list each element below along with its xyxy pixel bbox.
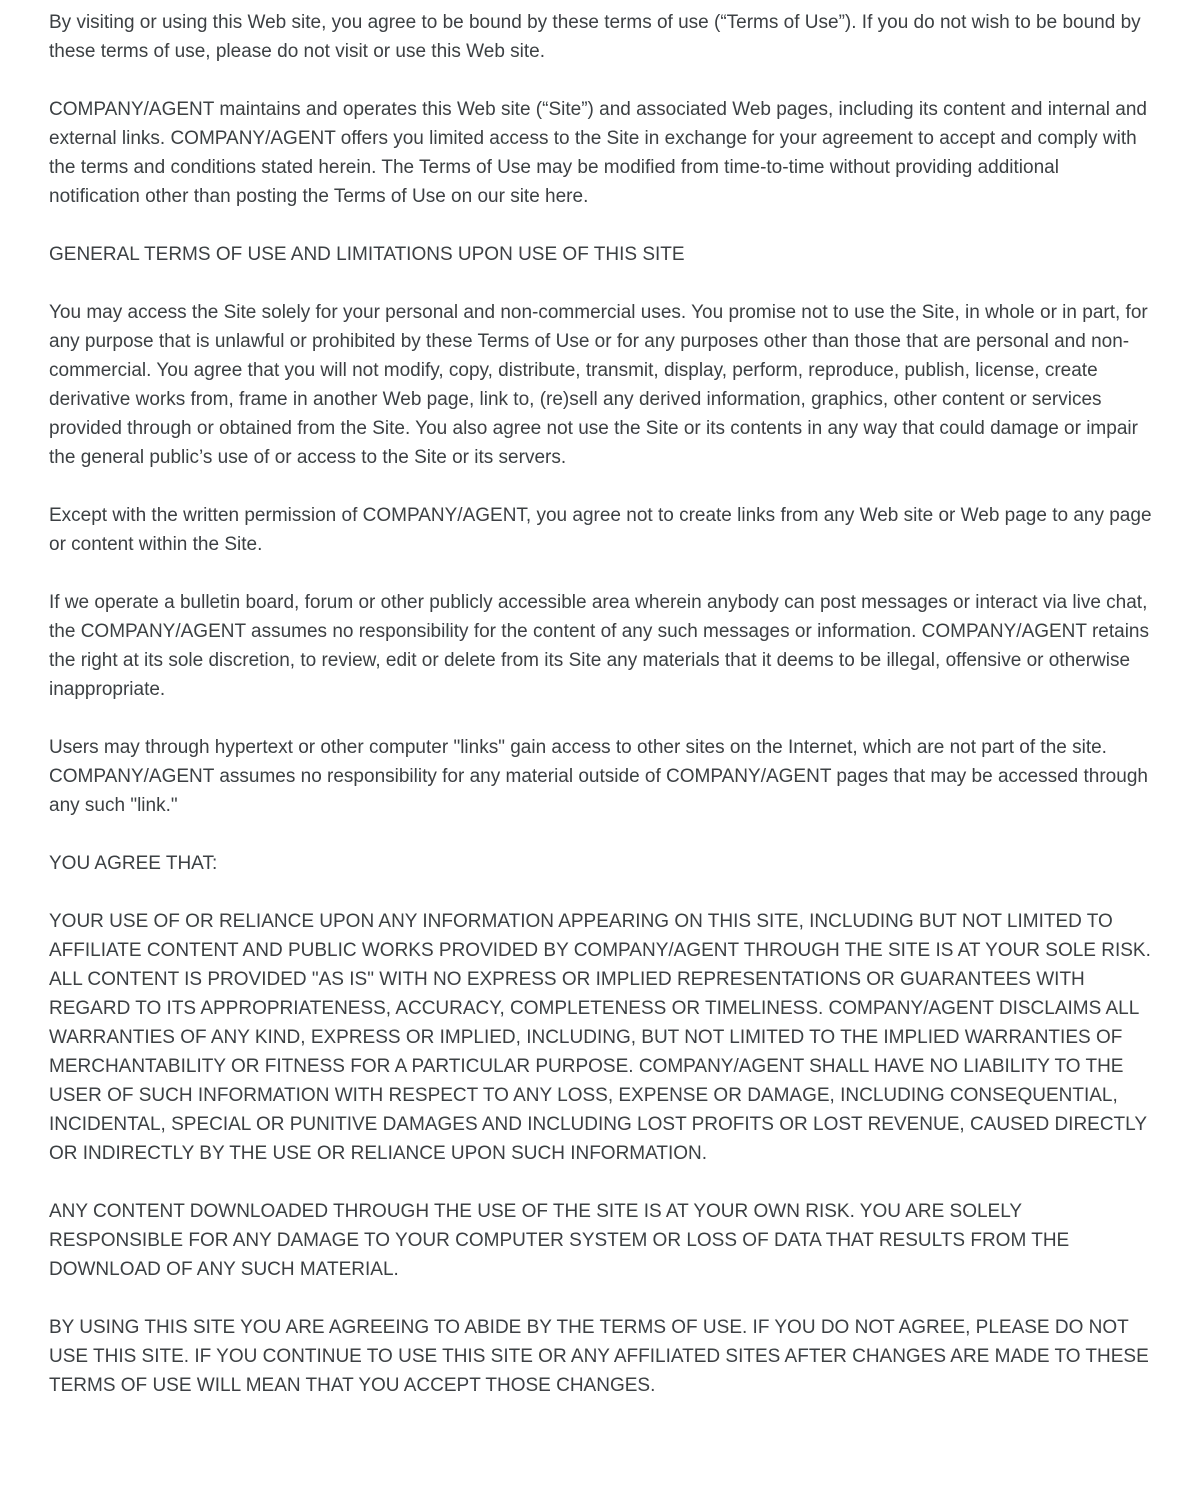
section-heading-general-terms: GENERAL TERMS OF USE AND LIMITATIONS UPON USE OF THIS SITE xyxy=(49,244,685,265)
terms-disclaimer-paragraph: YOUR USE OF OR RELIANCE UPON ANY INFORMATION APPEARING ON THIS SITE, INCLUDING BUT NOT LIMITED TO AFFILIATE CONTENT AND PUBLIC WORKS PROVIDED BY COMPANY/AGENT THROUGH THE SITE IS AT YOUR SOLE RISK. ALL CONTENT IS PROVIDED "AS IS" WITH NO EXPRESS OR IMPLIED REPRESENTATIONS OR GUARANTEES WITH REGARD TO ITS APPROPRIATENESS, ACCURACY, COMPLETENESS OR TIMELINESS. COMPANY/AGENT DISCLAIMS ALL WARRANTIES OF ANY KIND, EXPRESS OR IMPLIED, INCLUDING, BUT NOT LIMITED TO THE IMPLIED WARRANTIES OF MERCHANTABILITY OR FITNESS FOR A PARTICULAR PURPOSE. COMPANY/AGENT SHALL HAVE NO LIABILITY TO THE USER OF SUCH INFORMATION WITH RESPECT TO ANY LOSS, EXPENSE OR DAMAGE, INCLUDING CONSEQUENTIAL, INCIDENTAL, SPECIAL OR PUNITIVE DAMAGES AND INCLUDING LOST PROFITS OR LOST REVENUE, CAUSED DIRECTLY OR INDIRECTLY BY THE USE OR RELIANCE UPON SUCH INFORMATION. xyxy=(49,911,1151,1164)
terms-access-restrictions-paragraph: You may access the Site solely for your personal and non-commercial uses. You promise not to use the Site, in whole or in part, for any purpose that is unlawful or prohibited by these Terms of Use or for any purposes other than those that are personal and non-commercial. You agree that you will not modify, copy, distribute, transmit, display, perform, reproduce, publish, license, create derivative works from, frame in another Web page, link to, (re)sell any derived information, graphics, other content or services provided through or obtained from the Site. You also agree not use the Site or its contents in any way that could damage or impair the general public’s use of or access to the Site or its servers. xyxy=(49,302,1148,468)
section-heading-you-agree-that: YOU AGREE THAT: xyxy=(49,853,218,874)
terms-of-use-document xyxy=(49,0,1152,1400)
terms-intro-paragraph: By visiting or using this Web site, you agree to be bound by these terms of use (“Terms of Use”). If you do not wish to be bound by these terms of use, please do not visit or use this Web site. xyxy=(49,12,1141,62)
terms-linking-permission-paragraph: Except with the written permission of COMPANY/AGENT, you agree not to create links from any Web site or Web page to any page or content within the Site. xyxy=(49,505,1152,555)
terms-external-links-paragraph: Users may through hypertext or other computer "links" gain access to other sites on the Internet, which are not part of the site. COMPANY/AGENT assumes no responsibility for any material outside of COMPANY/AGENT pages that may be accessed through any such "link." xyxy=(49,737,1148,816)
terms-bulletin-board-paragraph: If we operate a bulletin board, forum or other publicly accessible area wherein anybody can post messages or interact via live chat, the COMPANY/AGENT assumes no responsibility for the content of any such messages or information. COMPANY/AGENT retains the right at its sole discretion, to review, edit or delete from its Site any materials that it deems to be illegal, offensive or otherwise inappropriate. xyxy=(49,592,1149,700)
terms-site-operation-paragraph: COMPANY/AGENT maintains and operates this Web site (“Site”) and associated Web pages, including its content and internal and external links. COMPANY/AGENT offers you limited access to the Site in exchange for your agreement to accept and comply with the terms and conditions stated herein. The Terms of Use may be modified from time-to-time without providing additional notification other than posting the Terms of Use on our site here. xyxy=(49,99,1147,207)
terms-download-risk-paragraph: ANY CONTENT DOWNLOADED THROUGH THE USE OF THE SITE IS AT YOUR OWN RISK. YOU ARE SOLELY RESPONSIBLE FOR ANY DAMAGE TO YOUR COMPUTER SYSTEM OR LOSS OF DATA THAT RESULTS FROM THE DOWNLOAD OF ANY SUCH MATERIAL. xyxy=(49,1201,1070,1280)
terms-acceptance-paragraph: BY USING THIS SITE YOU ARE AGREEING TO ABIDE BY THE TERMS OF USE. IF YOU DO NOT AGREE, PLEASE DO NOT USE THIS SITE. IF YOU CONTINUE TO USE THIS SITE OR ANY AFFILIATED SITES AFTER CHANGES ARE MADE TO THESE TERMS OF USE WILL MEAN THAT YOU ACCEPT THOSE CHANGES. xyxy=(49,1317,1149,1396)
